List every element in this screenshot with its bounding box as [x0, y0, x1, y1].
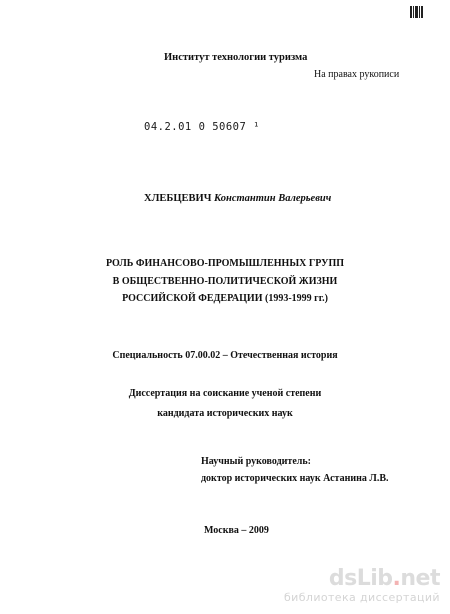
- city-year: Москва – 2009: [204, 525, 269, 536]
- library-stamp-number: 04.2.01 0 50607 ¹: [144, 121, 260, 133]
- watermark-logo-dot: .: [392, 566, 401, 591]
- watermark-logo: [284, 568, 440, 590]
- watermark-logo-tld: net: [400, 566, 440, 591]
- barcode-mark-icon: [410, 6, 424, 18]
- title-line: РОЛЬ ФИНАНСОВО-ПРОМЫШЛЕННЫХ ГРУПП: [106, 258, 344, 269]
- specialty-line: Специальность 07.00.02 – Отечественная история: [112, 350, 338, 361]
- author-name: [144, 193, 331, 204]
- title-line: В ОБЩЕСТВЕННО-ПОЛИТИЧЕСКОЙ ЖИЗНИ: [112, 275, 338, 287]
- watermark-logo-main: dsLib: [328, 566, 393, 591]
- degree-statement: [0, 384, 450, 424]
- degree-line-1: Диссертация на соискание ученой степени: [128, 388, 322, 399]
- supervisor-name: доктор исторических наук Астанина Л.В.: [201, 473, 389, 484]
- author-surname: ХЛЕБЦЕВИЧ: [144, 193, 212, 204]
- institute-name: Институт технологии туризма: [164, 52, 308, 63]
- supervisor-label: Научный руководитель:: [201, 456, 311, 467]
- manuscript-rights-note: На правах рукописи: [314, 69, 400, 80]
- title-line: РОССИЙСКОЙ ФЕДЕРАЦИИ (1993-1999 гг.): [122, 293, 328, 304]
- dissertation-title: [0, 255, 450, 308]
- watermark-subtitle: библиотека диссертаций: [283, 591, 440, 604]
- author-given-names: Константин Валерьевич: [214, 193, 332, 204]
- dslib-watermark: [284, 568, 440, 604]
- degree-line-2: кандидата исторических наук: [157, 408, 293, 419]
